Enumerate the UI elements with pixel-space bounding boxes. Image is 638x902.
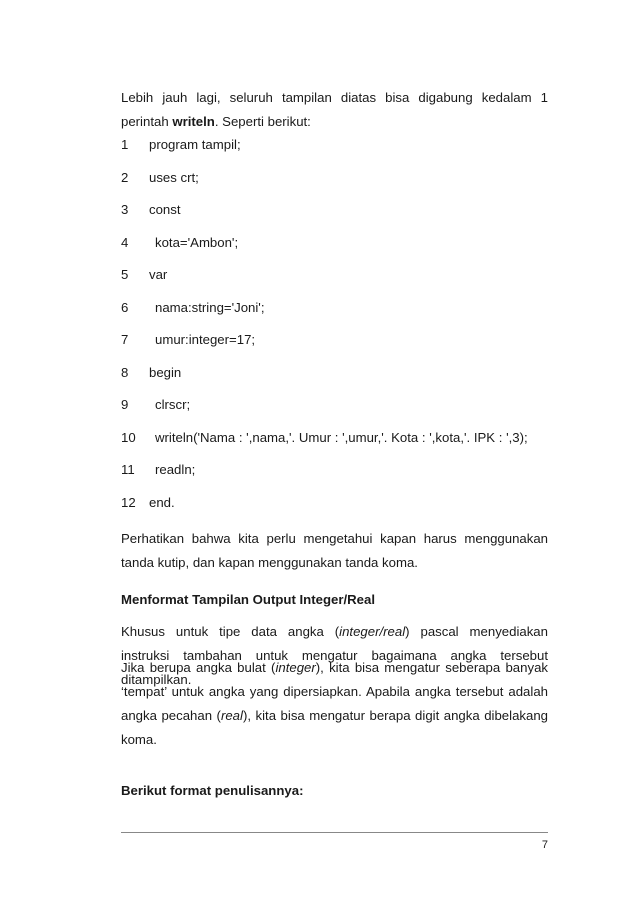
code-text: nama:string='Joni'; <box>155 300 265 315</box>
line-number: 5 <box>121 267 129 282</box>
para2-emphasis-real: real <box>220 708 243 723</box>
line-number: 12 <box>121 495 136 510</box>
code-text: kota='Ambon'; <box>155 235 239 250</box>
code-text: end. <box>149 495 175 510</box>
para1-emphasis: integer/real <box>339 624 406 639</box>
intro-tail: . Seperti berikut: <box>214 114 311 129</box>
code-line <box>121 364 181 382</box>
code-text: const <box>149 202 181 217</box>
line-number: 6 <box>121 300 129 315</box>
code-text: begin <box>149 365 182 380</box>
code-line <box>121 201 181 219</box>
code-text: umur:integer=17; <box>155 332 256 347</box>
code-text: uses crt; <box>149 170 199 185</box>
para2-text-c: ), kita bisa mengatur berapa digit angka dibelakang koma. <box>121 708 549 747</box>
intro-paragraph <box>121 86 548 134</box>
para2-text-a: Jika berupa angka bulat ( <box>121 660 276 675</box>
code-line <box>121 331 255 349</box>
code-text: var <box>149 267 168 282</box>
code-line <box>121 169 199 187</box>
code-line <box>121 429 528 447</box>
section-heading: Menformat Tampilan Output Integer/Real <box>121 592 376 607</box>
intro-text: Lebih jauh lagi, seluruh tampilan diatas bisa digabung kedalam 1 perintah <box>121 90 548 129</box>
para1-text-b: ) pascal menyediakan instruksi tambahan untuk mengatur bagaimana angka tersebut ditampilkan. <box>121 624 548 687</box>
para2-text-b: ), kita bisa mengatur seberapa banyak ‘tempat’ untuk angka yang dipersiapkan. Apabila angka tersebut adalah angka pecahan ( <box>121 660 548 723</box>
code-line <box>121 234 238 252</box>
code-line <box>121 266 167 284</box>
code-text: clrscr; <box>155 397 191 412</box>
line-number: 1 <box>121 137 129 152</box>
footer-divider <box>121 832 548 833</box>
line-number: 7 <box>121 332 129 347</box>
line-number: 10 <box>121 430 136 445</box>
code-line <box>121 299 265 317</box>
line-number: 2 <box>121 170 129 185</box>
code-text: writeln('Nama : ',nama,'. Umur : ',umur,'. Kota : ',kota,'. IPK : ',3); <box>155 430 528 445</box>
para1-text-a: Khusus untuk tipe data angka ( <box>121 624 340 639</box>
line-number: 9 <box>121 397 129 412</box>
code-text: readln; <box>155 462 196 477</box>
code-line <box>121 136 241 154</box>
code-text: program tampil; <box>149 137 241 152</box>
code-line <box>121 461 195 479</box>
page-number: 7 <box>541 839 548 851</box>
line-number: 4 <box>121 235 129 250</box>
format-heading: Berikut format penulisannya: <box>121 783 304 798</box>
line-number: 8 <box>121 365 129 380</box>
line-number: 11 <box>121 462 135 477</box>
code-line <box>121 396 190 414</box>
paragraph-format-explanation <box>121 656 548 752</box>
code-line <box>121 494 175 512</box>
line-number: 3 <box>121 202 129 217</box>
writeln-keyword: writeln <box>172 114 215 129</box>
note-paragraph: Perhatikan bahwa kita perlu mengetahui kapan harus menggunakan tanda kutip, dan kapan menggunakan tanda koma. <box>121 531 548 570</box>
para2-emphasis-integer: integer <box>275 660 316 675</box>
